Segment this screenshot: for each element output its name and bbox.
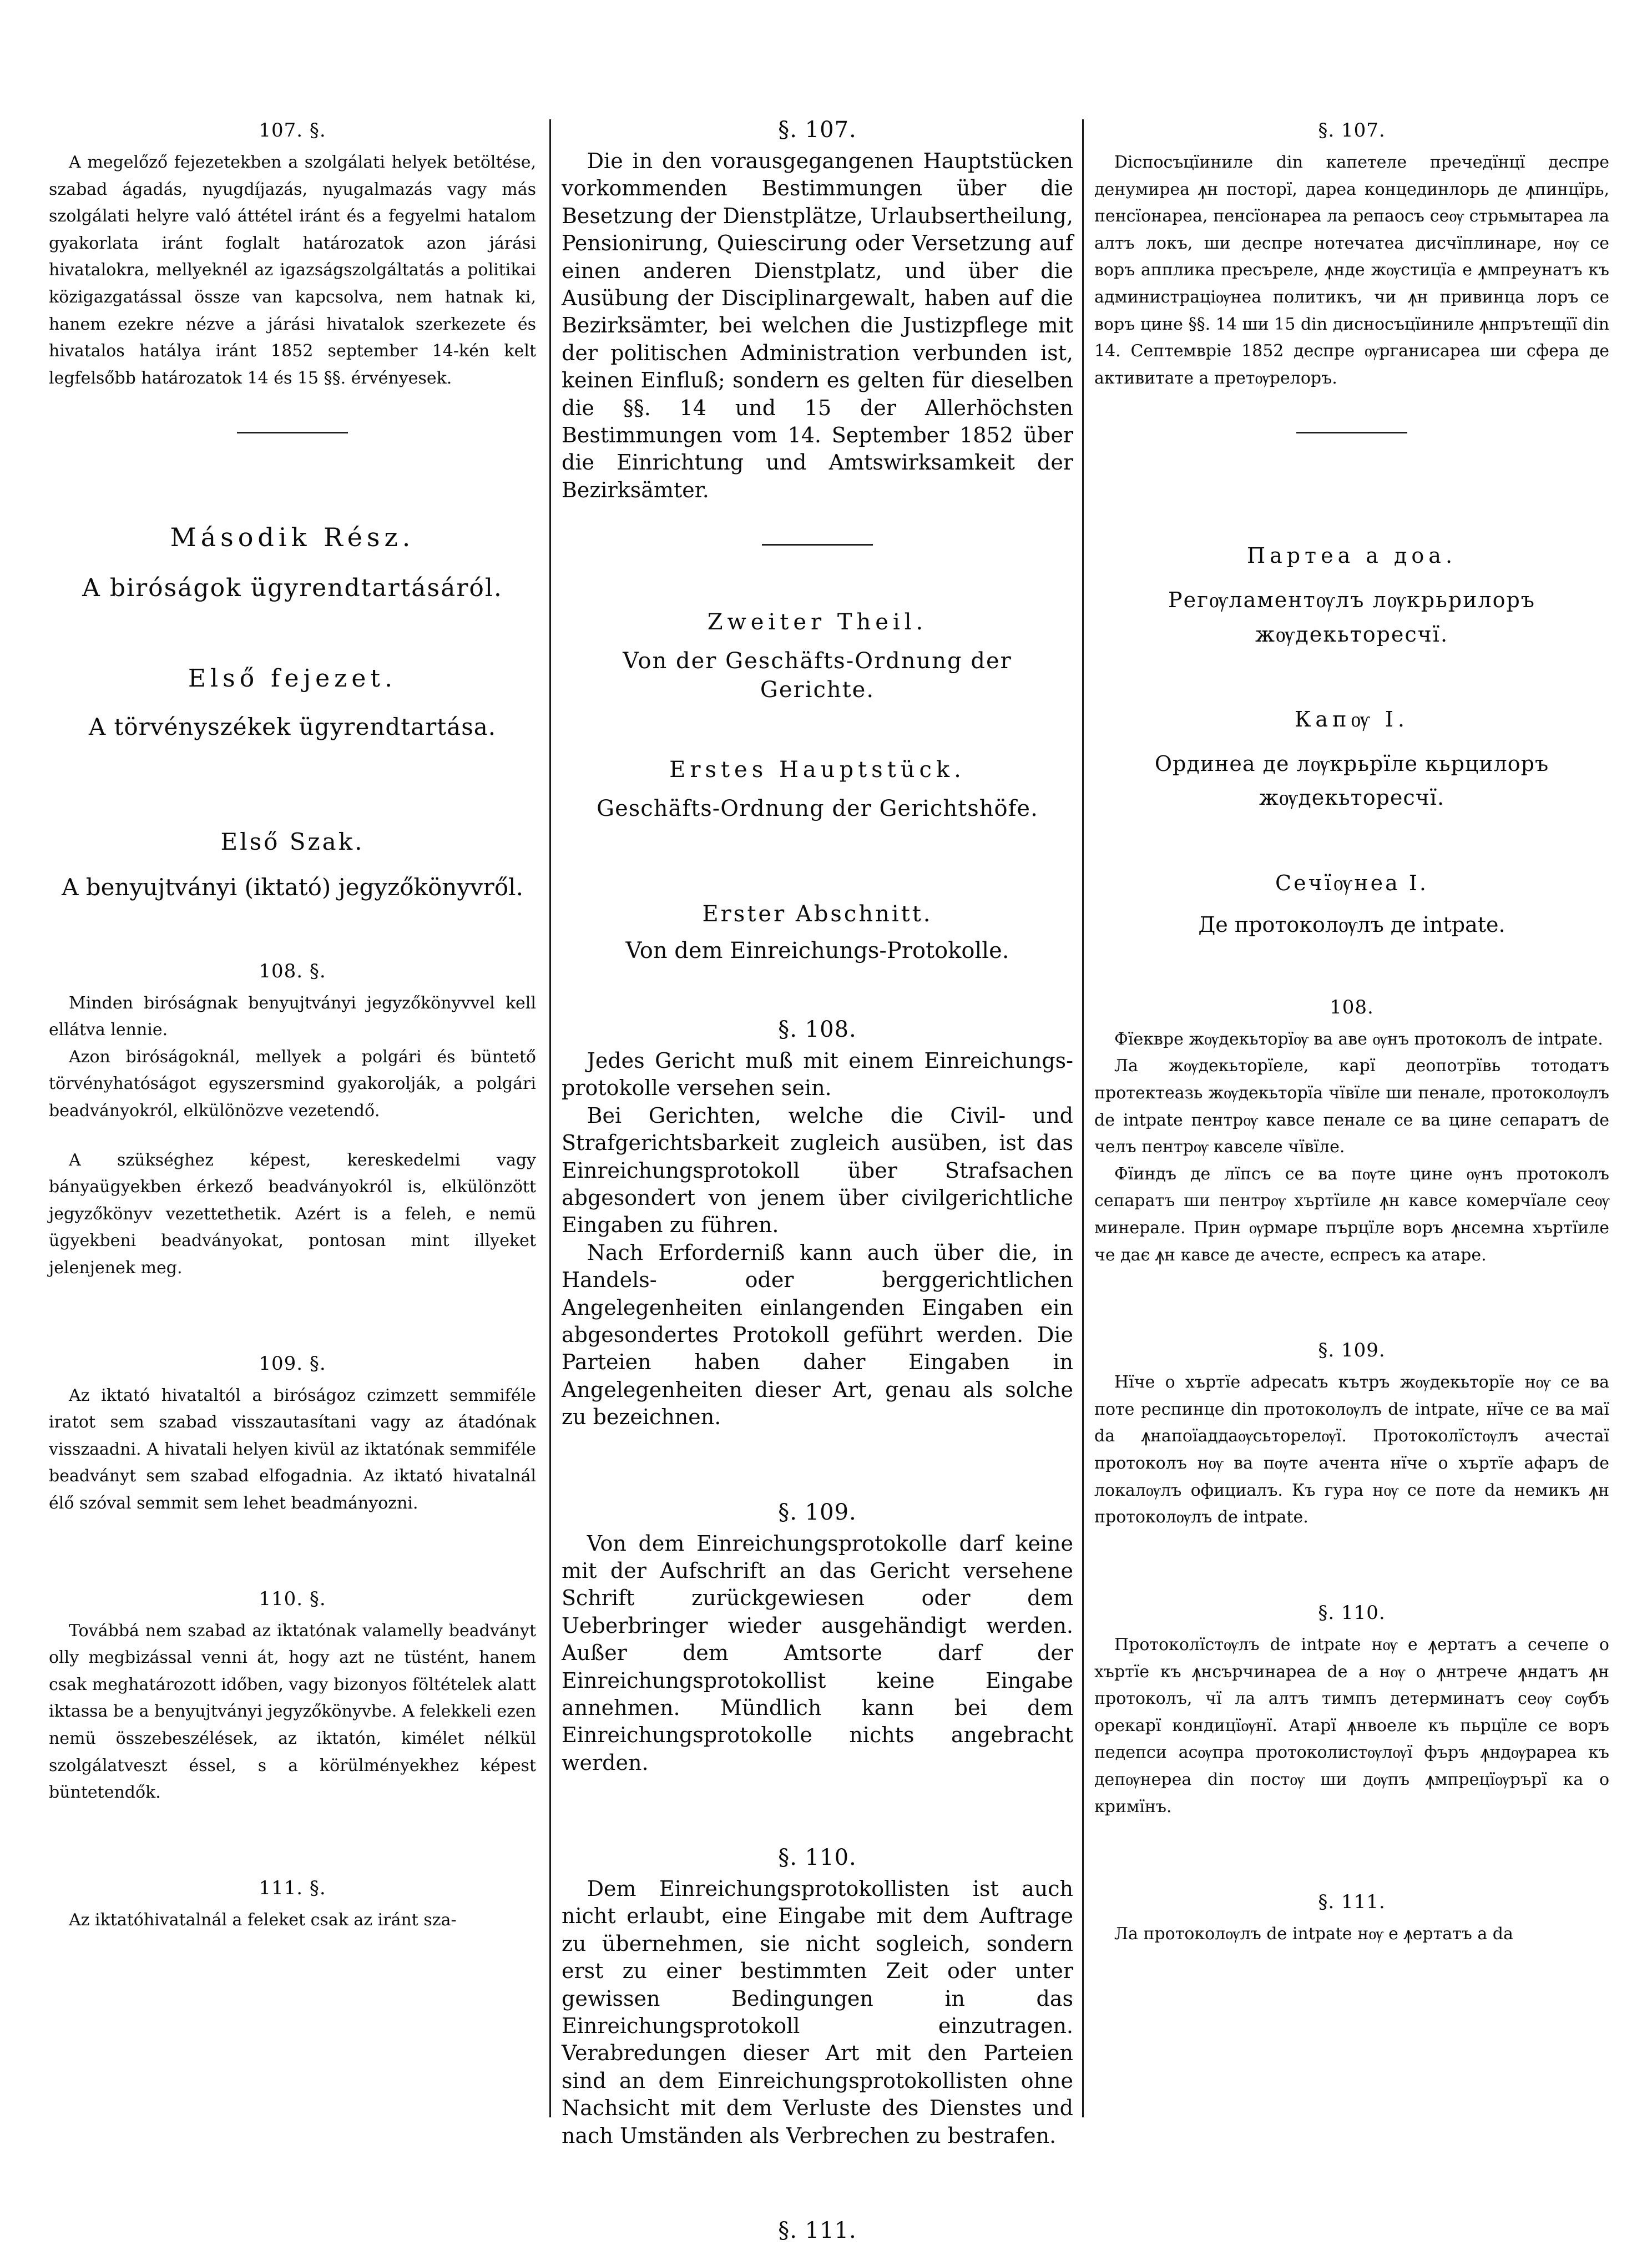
paragraph-text: Протоколїстѹлъ de intpate нѹ е ꙟертатъ а сечепе о хъртїе къ ꙟнсърчинареа de a нѹ o ꙟнтрече ꙟндатъ ꙟн протоколъ, чї ла алтъ тимпъ детерминатъ сеѹ сѹбъ орекарї кондицїѹнї. Атарї ꙟнвоеле къ пьрцїле се воръ педепси асѹпра протоколистѹлѹї фъръ ꙟндѹрареа къ депѹнереа din постѹ ши дѹпъ ꙟмпрецїѹрърї ка о кримїнъ. xyxy=(1094,1634,1609,1817)
part-subtitle: Регѹламентѹлъ лѹкрьрилоръ жѹдекьторесчї. xyxy=(1168,587,1535,647)
paragraph-text: Nach Erforderniß kann auch über die, in Handels- oder berggerichtlichen Angelegenheiten einlangenden Eingaben ein abgesondertes Protokoll geführt werden. Die Parteien haben daher Eingaben in Angelegenheiten dieser Art, genau als solche zu bezeichnen. xyxy=(562,1240,1073,1430)
paragraph-107 xyxy=(1094,115,1609,392)
paragraph-109 xyxy=(1094,1335,1609,1531)
paragraph-text: Dicпосъцїиниле din капетеле пречедїнцї деспре денумиреа ꙟн посторї, дареа концединлорь де ꙟпинцїрь, пенсїонареа, пенсїонареа ла репаосъ сеѹ стрьмытареа ла алтъ локъ, ши деспре нотечатеа дисчїплинаре, нѹ се воръ апплика пресъреле, ꙟнде жѹстицїа е ꙟмпреунатъ къ администраціѹнеа политикъ, чи ꙟн привинца лоръ се воръ цине §§. 14 ши 15 din дисносъцїиниле ꙟнпрътещїї din 14. Септемвріе 1852 деспре ѹрганисареа ши сфера де активитате а претѹрелоръ. xyxy=(1094,153,1609,388)
paragraph-text: Minden biróságnak benyujtványi jegyzőkönyvvel kell ellátva lennie. xyxy=(49,993,536,1040)
part-title: Második Rész. xyxy=(170,522,415,553)
paragraph-111 xyxy=(562,2216,1073,2245)
paragraph-109 xyxy=(562,1498,1073,1777)
section-number: §. 111. xyxy=(778,2217,857,2243)
part-subtitle: Von der Geschäfts-Ordnung der Gerichte. xyxy=(623,648,1012,703)
part-title: Партеа а доа. xyxy=(1246,543,1457,568)
separator-rule xyxy=(762,544,873,546)
section-number: §. 110. xyxy=(1318,1601,1386,1624)
section-number: 108. §. xyxy=(259,960,326,982)
paragraph-text: Фїиндъ де лїпсъ се ва пѹте цине ѹнъ протоколъ сепаратъ ши пентрѹ хъртїиле ꙟн кавсе комерчїале сеѹ минерале. Прин ѹрмаре пърцїле воръ ꙟнсемна хъртїиле че дає ꙟн кавсе де ачесте, еспресъ ка атаре. xyxy=(1094,1164,1609,1265)
column-romanian xyxy=(1094,111,1609,2120)
paragraph-text: Továbbá nem szabad az iktatónak valamelly beadványt olly megbizással venni át, hogy azt ne tüstént, hanem csak meghatározott időben, vagy bizonyos föltételek alatt iktassa be a benyujtványi jegyzőkönyvbe. A felekkeli ezen nemü összebeszélések, az iktatón, kimélet nélkül szolgálatveszt éssel, s a körülményekhez képest büntetendők. xyxy=(49,1621,536,1803)
chapter-subtitle: A törvényszékek ügyrendtartása. xyxy=(88,713,497,741)
section-number: 110. §. xyxy=(259,1587,326,1610)
paragraph-text: Die in den vorausgegangenen Hauptstücken vorkommenden Bestimmungen über die Besetzung der Dienstplätze, Urlaubsertheilung, Pensionirung, Quiescirung oder Versetzung auf einen anderen Dienstplatz, und über die Ausübung der Disciplinargewalt, haben auf die Bezirksämter, bei welchen die Justizpflege mit der politischen Administration verbunden ist, keinen Einfluß; sondern es gelten für dieselben die §§. 14 und 15 der Allerhöchsten Bestimmungen vom 14. September 1852 über die Einrichtung und Amtswirksamkeit der Bezirksämter. xyxy=(562,149,1073,502)
paragraph-108 xyxy=(562,1015,1073,1431)
section-subtitle: A benyujtványi (iktató) jegyzőkönyvről. xyxy=(62,873,523,901)
column-rule-left xyxy=(549,119,551,2117)
paragraph-text: Bei Gerichten, welche die Civil- und Strafgerichtsbarkeit zugleich ausüben, ist das Einreichungsprotokoll über Strafsachen abgesondert von jenem über civilgerichtliche Eingaben zu führen. xyxy=(562,1103,1073,1238)
paragraph-text: A szükséghez képest, kereskedelmi vagy bányaügyekben érkező beadványokról is, elkülönzött jegyzőkönyv vezettethetik. Azért is a feleh, e nemü ügyekbeni beadványokat, pontosan mint illyeket jelenjenek meg. xyxy=(49,1150,536,1278)
section-subtitle: Von dem Einreichungs-Protokolle. xyxy=(625,938,1009,964)
paragraph-text: Фїеквре жѹдекьторїѹ ва аве ѹнъ протоколъ de intpate. xyxy=(1114,1029,1603,1049)
column-rule-right xyxy=(1082,119,1084,2117)
section-number: §. 109. xyxy=(778,1499,857,1525)
paragraph-text: Von dem Einreichungsprotokolle darf keine mit der Aufschrift an das Gericht versehene Schrift zurückgewiesen oder dem Ueberbringer wieder ausgehändigt werden. Außer dem Amtsorte darf der Einreichungsprotokollist keine Eingabe annehmen. Mündlich kann bei dem Einreichungsprotokolle nichts angebracht werden. xyxy=(562,1531,1073,1775)
chapter-subtitle: Ординеа де лѹкрьрїле кьрцилоръ жѹдекьторесчї. xyxy=(1154,751,1549,810)
paragraph-text: Ла протоколѹлъ de intpate нѹ е ꙟертатъ a da xyxy=(1114,1924,1513,1944)
chapter-title: Erstes Hauptstück. xyxy=(669,757,966,783)
paragraph-text: Ла жѹдекьторїеле, карї деопотрївь тотодатъ протектеазь жѹдекьторїа чївїле ши пенале, протоколѹлъ de intpate пентрѹ кавсе пенале се ва цине сепаратъ de челъ пентрѹ кавселе чївїле. xyxy=(1094,1056,1609,1157)
column-german xyxy=(562,111,1073,2243)
part-subtitle: A biróságok ügyrendtartásáról. xyxy=(82,573,503,602)
paragraph-110 xyxy=(49,1584,536,1807)
paragraph-110 xyxy=(1094,1598,1609,1820)
separator-rule xyxy=(1296,432,1407,433)
paragraph-111 xyxy=(1094,1887,1609,1948)
chapter-subtitle: Geschäfts-Ordnung der Gerichtshöfe. xyxy=(597,796,1038,822)
paragraph-111 xyxy=(49,1873,536,1934)
paragraph-110 xyxy=(562,1843,1073,2150)
section-number: 109. §. xyxy=(259,1352,326,1375)
section-title: Első Szak. xyxy=(220,828,365,855)
paragraph-108 xyxy=(1094,992,1609,1269)
paragraph-text: Dem Einreichungsprotokollisten ist auch nicht erlaubt, eine Eingabe mit dem Auftrage zu übernehmen, sie nicht sogleich, sondern erst zu einer bestimmten Zeit oder unter gewissen Bedingungen in das Einreichungsprotokoll einzutragen. Verabredungen dieser Art mit den Parteien sind an dem Einreichungsprotokollisten ohne Nachsicht mit dem Verluste des Dienstes und nach Umständen als Verbrechen zu bestrafen. xyxy=(562,1876,1073,2148)
chapter-title: Капѹ I. xyxy=(1295,707,1409,732)
paragraph-text: Azon biróságoknál, mellyek a polgári és büntető törvényhatóságot egyszersmind gyakorolják, a polgári beadványokról, elkülönözve vezetendő. xyxy=(49,1047,536,1121)
chapter-title: Első fejezet. xyxy=(188,664,397,693)
separator-rule xyxy=(237,432,348,433)
paragraph-109 xyxy=(49,1349,536,1517)
paragraph-text: Нїче о хъртїе adpecatъ кътръ жѹдекьторїе нѹ се ва поте респинце din протоколѹлъ de intpate, нїче се ва маї da ꙟнапоїаддаѹсьторелѹї. Протоколїстѹлъ ачестаї протоколъ нѹ ва пѹте ачента нїче о хъртїе афаръ de локалѹлъ официалъ. Къ гура нѹ се поте da немикъ ꙟн протоколѹлъ de intpate. xyxy=(1094,1373,1609,1527)
paragraph-108 xyxy=(49,956,536,1282)
section-title: Erster Abschnitt. xyxy=(702,901,933,927)
section-title: Сечїѹнеа I. xyxy=(1275,870,1428,895)
section-number: §. 107. xyxy=(1318,119,1386,142)
part-title: Zweiter Theil. xyxy=(707,609,928,635)
section-number: 108. xyxy=(1330,996,1374,1018)
paragraph-107 xyxy=(49,115,536,392)
section-number: §. 110. xyxy=(778,1845,857,1871)
section-number: §. 109. xyxy=(1318,1339,1386,1362)
section-subtitle: Де протоколѹлъ де intpate. xyxy=(1198,912,1506,937)
section-number: 111. §. xyxy=(259,1876,326,1899)
section-number: §. 111. xyxy=(1318,1891,1386,1914)
paragraph-107 xyxy=(562,115,1073,504)
section-number: 107. §. xyxy=(259,119,326,142)
paragraph-text: Az iktató hivataltól a biróságoz czimzett semmiféle iratot sem szabad visszautasítani vagy az átadónak visszaadni. A hivatali helyen kivül az iktatónak semmiféle beadványt sem szabad elfogadnia. Az iktató hivatalnál élő szóval semmit sem lehet beadmányozni. xyxy=(49,1385,536,1514)
paragraph-text: Jedes Gericht muß mit einem Einreichungs-protokolle versehen sein. xyxy=(562,1048,1073,1101)
column-hungarian xyxy=(49,111,536,2120)
paragraph-text: A megelőző fejezetekben a szolgálati helyek betöltése, szabad ágadás, nyugdíjazás, nyugalmazás vagy más szolgálati helyre való áttétel iránt és a fegyelmi hatalom gyakorlata iránt foglalt határozatok azon járási hivatalokra, mellyeknél az igazságszolgáltatás a politikai közigazgatással össze van kapcsolva, nem hatnak ki, hanem ezekre nézve a járási hivatalok szerkezete és hivatalos hatálya iránt 1852 september 14-kén kelt legfelsőbb határozatok 14 és 15 §§. érvényesek. xyxy=(49,153,536,388)
section-number: §. 108. xyxy=(778,1017,857,1043)
paragraph-text: Az iktatóhivatalnál a feleket csak az iránt sza- xyxy=(69,1910,457,1930)
section-number: §. 107. xyxy=(778,117,857,143)
